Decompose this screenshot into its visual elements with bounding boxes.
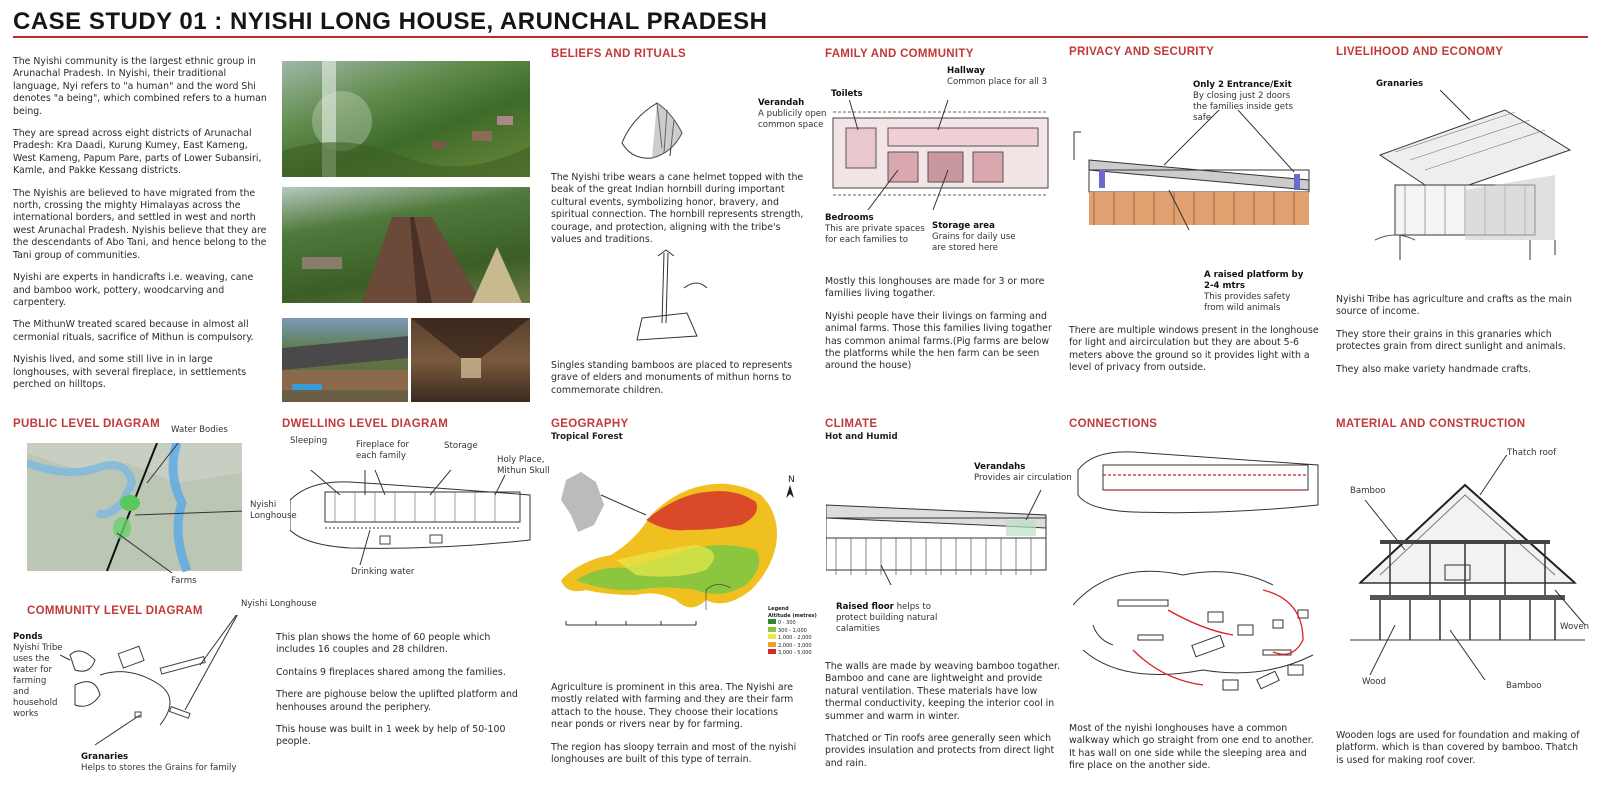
drinking-water-label: Drinking water <box>351 567 415 577</box>
entrance-desc: By closing just 2 doors the families inside gets safe <box>1193 91 1293 123</box>
privacy-section-sketch <box>1069 110 1319 230</box>
beliefs-text-1: The Nyishi tribe wears a cane helmet topped with the beak of the great Indian hornbill during important cultural events, symbolizing honor, bravery, and spiritual connection. The hornbill represents strength, courage, and protection, aligning with the tribe's values and traditions. <box>551 172 804 246</box>
dwelling-text-1: This plan shows the home of 60 people which includes 16 couples and 28 children. <box>276 632 491 656</box>
geography-text <box>551 682 799 776</box>
community-granaries-label <box>81 752 281 774</box>
granary-sketch <box>1365 90 1585 265</box>
sleeping-label: Sleeping <box>290 436 328 446</box>
community-heading: COMMUNITY LEVEL DIAGRAM <box>27 605 203 617</box>
family-plan-sketch <box>828 100 1058 210</box>
connections-text: Most of the nyishi longhouses have a common walkway which go straight from one end to another. It has wall on one side while the sleeping area and fire place on the another side. <box>1069 723 1314 772</box>
hallway-desc: Common place for all 3 <box>947 77 1048 87</box>
dwelling-plan-sketch <box>290 470 535 565</box>
legend-item: 3,000 - 5,000 <box>768 649 817 657</box>
verandahs-desc: Provides air circulation <box>974 473 1072 483</box>
construction-section-sketch <box>1350 455 1590 700</box>
page-title: CASE STUDY 01 : NYISHI LONG HOUSE, ARUNCHAL PRADESH <box>13 8 768 35</box>
connections-sketch <box>1073 440 1323 715</box>
holy-place-label: Holy Place, Mithun Skull <box>497 455 550 476</box>
community-sketch <box>60 615 250 750</box>
legend-sub: Altitude (metres) <box>768 612 817 619</box>
verandahs-title: Verandahs <box>974 462 1026 472</box>
dwelling-heading: DWELLING LEVEL DIAGRAM <box>282 418 449 430</box>
beliefs-heading: BELIEFS AND RITUALS <box>551 48 686 60</box>
aerial-photo-longhouse <box>282 187 530 303</box>
intro-para-4: Nyishi are experts in handicrafts i.e. weaving, cane and bamboo work, pottery, woodcarving and carpentery. <box>13 272 254 308</box>
family-text <box>825 276 1063 383</box>
farms-label: Farms <box>171 576 197 586</box>
dwelling-text-4: This house was built in 1 week by help of 50-100 people. <box>276 724 506 748</box>
intro-para-1: The Nyishi community is the largest ethnic group in Arunachal Pradesh. In Nyishi, their traditional language, Nyi refers to "a human" and the word Shi denotes "a being", which combined refers to a human being. <box>13 56 267 117</box>
storage-title: Storage area <box>932 221 995 231</box>
raised-floor-label <box>836 602 941 635</box>
aerial-photo-village <box>282 61 530 177</box>
geography-heading: GEOGRAPHY <box>551 418 629 430</box>
privacy-heading: PRIVACY AND SECURITY <box>1069 46 1215 58</box>
verandah-title: Verandah <box>758 98 805 108</box>
public-heading: PUBLIC LEVEL DIAGRAM <box>13 418 160 430</box>
bedrooms-label <box>825 213 925 246</box>
hallway-title: Hallway <box>947 66 985 76</box>
ponds-label <box>13 632 65 720</box>
climate-text <box>825 661 1067 780</box>
legend-item: 2,000 - 3,000 <box>768 642 817 650</box>
entrance-title: Only 2 Entrance/Exit <box>1193 80 1292 90</box>
dwelling-text <box>276 632 528 759</box>
climate-heading: CLIMATE <box>825 418 878 430</box>
climate-text-1: The walls are made by weaving bamboo togather. Bamboo and cane are lightweight and provide natural ventilation. These materials have low thermal conductivity, keeping the interior cool in summer and warm in winter. <box>825 661 1061 722</box>
community-granaries-desc: Helps to stores the Grains for family <box>81 763 237 773</box>
community-longhouse-label: Nyishi Longhouse <box>241 599 317 609</box>
livelihood-text-1: Nyishi Tribe has agriculture and crafts as the main source of income. <box>1336 294 1572 318</box>
connections-heading: CONNECTIONS <box>1069 418 1158 430</box>
photo-longhouse-exterior <box>282 318 408 402</box>
livelihood-text-2: They store their grains in this granaries which protectes grain from direct sunlight and animals. <box>1336 328 1566 353</box>
dwelling-storage-label: Storage <box>444 441 478 451</box>
geography-text-1: Agriculture is prominent in this area. The Nyishi are mostly related with farming and they are their farm attach to the house. They choose their locations near ponds or rivers near by for farming. <box>551 682 794 731</box>
legend-title: Legend <box>768 606 789 612</box>
geography-text-2: The region has sloopy terrain and most of the nyishi longhouses are built of this type of terrain. <box>551 741 797 766</box>
wood-label: Wood <box>1362 677 1386 687</box>
north-label: N <box>788 475 795 485</box>
bamboo-label-1: Bamboo <box>1350 486 1386 496</box>
ponds-title: Ponds <box>13 632 43 642</box>
hornbill-helmet-sketch <box>612 98 692 168</box>
public-map <box>27 443 242 573</box>
intro-para-2: They are spread across eight districts of Arunachal Pradesh: Kra Daadi, Kurung Kumey, East Kameng, West Kameng, Papum Pare, parts of Lower Subansiri, Kamle, and Pakke Kessang districts. <box>13 128 262 177</box>
livelihood-text <box>1336 294 1584 386</box>
family-text-2: Nyishi people have their livings on farming and animal farms. Those this families living togather has common animal farms.(Pig farms are below the platforms while the hen farm can be seen around the house) <box>825 310 1052 372</box>
livelihood-text-3: They also make variety handmade crafts. <box>1336 363 1531 375</box>
legend-item: 300 - 1,000 <box>768 627 817 635</box>
bamboo-label-2: Bamboo <box>1506 681 1542 691</box>
title-rule <box>13 36 1588 38</box>
platform-title: A raised platform by 2-4 mtrs <box>1204 270 1304 291</box>
toilets-label: Toilets <box>831 89 863 99</box>
storage-label <box>932 221 1032 254</box>
material-heading: MATERIAL AND CONSTRUCTION <box>1336 418 1526 430</box>
climate-sub: Hot and Humid <box>825 432 898 442</box>
platform-desc: This provides safety from wild animals <box>1204 292 1291 313</box>
public-longhouse-label: Nyishi Longhouse <box>250 500 297 521</box>
photo-longhouse-interior <box>411 318 530 402</box>
community-granaries-title: Granaries <box>81 752 129 762</box>
legend-item: 1,000 - 2,000 <box>768 634 817 642</box>
verandah-desc: A publicily open common space <box>758 109 827 130</box>
intro-para-6: Nyishis lived, and some still live in in large longhouses, with several fireplace, in settlements perched on hilltops. <box>13 354 247 390</box>
climate-section-sketch <box>826 480 1056 585</box>
platform-label <box>1204 270 1309 314</box>
intro-para-3: The Nyishis are believed to have migrated from the north, crossing the mighty Himalayas across the international borders, and settled in west and north west Arunachal Pradesh. Nyishis believe that they are the descendants of Abo Tani, and hence belong to the Tani group of communities. <box>13 187 267 261</box>
bedrooms-title: Bedrooms <box>825 213 874 223</box>
bamboo-grave-sketch <box>622 248 712 343</box>
raised-title: Raised floor <box>836 602 894 612</box>
geography-sub: Tropical Forest <box>551 432 623 442</box>
bedrooms-desc: This are private spaces for each families to <box>825 224 925 245</box>
privacy-text: There are multiple windows present in the longhouse for light and aircirculation but they are about 5-6 meters above the ground so it provides light with a level of privacy from outside. <box>1069 325 1319 374</box>
verandah-label <box>758 98 830 131</box>
intro-text <box>13 56 271 401</box>
legend-item: 0 - 300 <box>768 619 817 627</box>
woven-label: Woven <box>1560 622 1590 632</box>
raised-desc: helps to protect building natural calamities <box>836 602 938 634</box>
beliefs-text-2: Singles standing bamboos are placed to represents grave of elders and monuments of mithun horns to commemorate children. <box>551 360 793 396</box>
climate-text-2: Thatched or Tin roofs aree generally seen which provides insulation and protects from direct light and rain. <box>825 733 1055 769</box>
intro-para-5: The MithunW treated scared because in almost all cermonial rituals, sacrifice of Mithun is compulsory. <box>13 319 254 343</box>
fireplace-label: Fireplace for each family <box>356 440 410 461</box>
dwelling-text-2: Contains 9 fireplaces shared among the families. <box>276 666 506 678</box>
family-heading: FAMILY AND COMMUNITY <box>825 48 974 60</box>
granaries-label: Granaries <box>1376 79 1424 89</box>
storage-desc: Grains for daily use are stored here <box>932 232 1016 253</box>
water-bodies-label: Water Bodies <box>171 425 228 435</box>
thatch-roof-label: Thatch roof <box>1507 448 1557 458</box>
family-text-1: Mostly this longhouses are made for 3 or more families living togather. <box>825 276 1045 300</box>
livelihood-heading: LIVELIHOOD AND ECONOMY <box>1336 46 1504 58</box>
dwelling-text-3: There are pighouse below the uplifted platform and henhouses around the periphery. <box>276 689 518 713</box>
hallway-label <box>947 66 1057 88</box>
material-text: Wooden logs are used for foundation and making of platform. which is than covered by bamboo. Thatch is used for making roof cover. <box>1336 730 1580 766</box>
geography-legend <box>768 606 817 657</box>
ponds-desc: Nyishi Tribe uses the water for farming and household works <box>13 643 63 719</box>
